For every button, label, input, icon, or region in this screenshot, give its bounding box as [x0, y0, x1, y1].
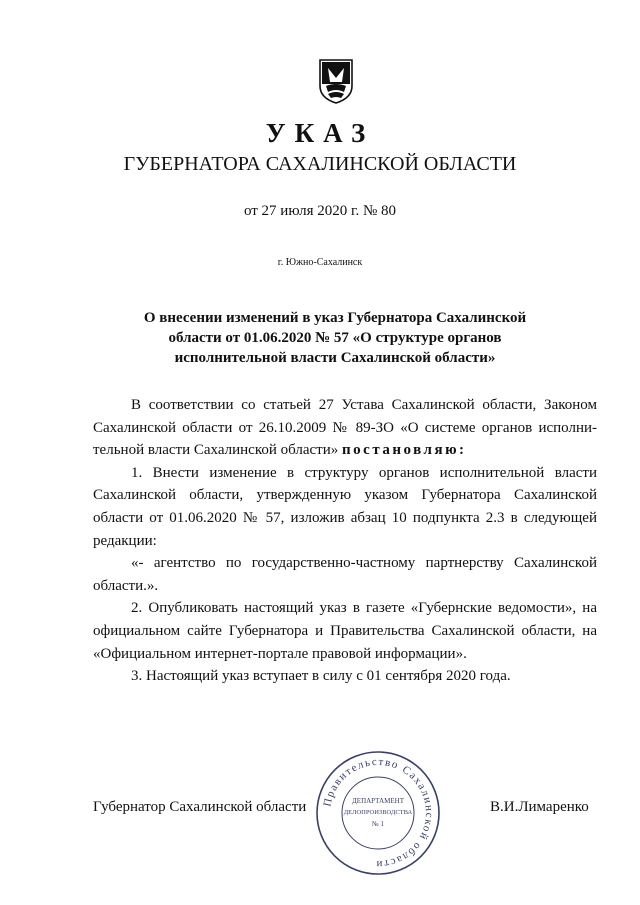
- signatory-name: В.И.Лимаренко: [490, 799, 589, 815]
- document-issuer: ГУБЕРНАТОРА САХАЛИНСКОЙ ОБЛАСТИ: [123, 153, 517, 175]
- seal-line: ДЕЛОПРОИЗВОДСТВА: [343, 809, 413, 816]
- coat-of-arms-icon: [318, 58, 354, 104]
- document-body: [93, 394, 597, 688]
- seal-stamp: [314, 749, 442, 877]
- document-title: УКАЗ: [265, 118, 375, 148]
- document-city: г. Южно-Сахалинск: [277, 257, 363, 268]
- body-paragraph: 1. Внести изменение в структуру органов исполнительной власти Сахалинской области, утвержденную указом Губернатора Сахалинской области от 01.06.2020 № 57, изложив абзац 10 подпункта 2.3 в следующей редакции:: [93, 464, 597, 549]
- body-paragraph: 3. Настоящий указ вступает в силу с 01 сентября 2020 года.: [131, 668, 511, 685]
- subject-line: О внесении изменений в указ Губернатора Сахалинской: [143, 310, 527, 326]
- body-paragraph: [93, 394, 597, 462]
- seal-line: № 1: [372, 820, 384, 828]
- document-subject: [110, 308, 560, 368]
- decree-action: постановляю:: [342, 442, 467, 459]
- body-paragraph: «- агентство по государственно-частному партнерству Сахалинской области.».: [93, 555, 597, 594]
- document-date-number: от 27 июля 2020 г. № 80: [243, 203, 397, 219]
- signatory-position: Губернатор Сахалинской области: [93, 799, 307, 815]
- body-paragraph: 2. Опубликовать настоящий указ в газете «Губернские ведомости», на официальном сайте Губернатора и Правительства Сахалинской области, на «Официальном интернет-портале правовой информации».: [93, 600, 597, 662]
- seal-line: ДЕПАРТАМЕНТ: [352, 797, 404, 805]
- preamble-text: В соответствии со статьей 27 Устава Сахалинской области, Законом Сахалинской области от 26.10.2009 № 89-ЗО «О системе органов исполни-тельной власти Сахалинской области»: [93, 397, 597, 459]
- seal-ring-text: Правительство Сахалинской области: [321, 755, 436, 871]
- subject-line: области от 01.06.2020 № 57 «О структуре органов: [168, 330, 502, 346]
- subject-line: исполнительной власти Сахалинской области»: [174, 350, 496, 366]
